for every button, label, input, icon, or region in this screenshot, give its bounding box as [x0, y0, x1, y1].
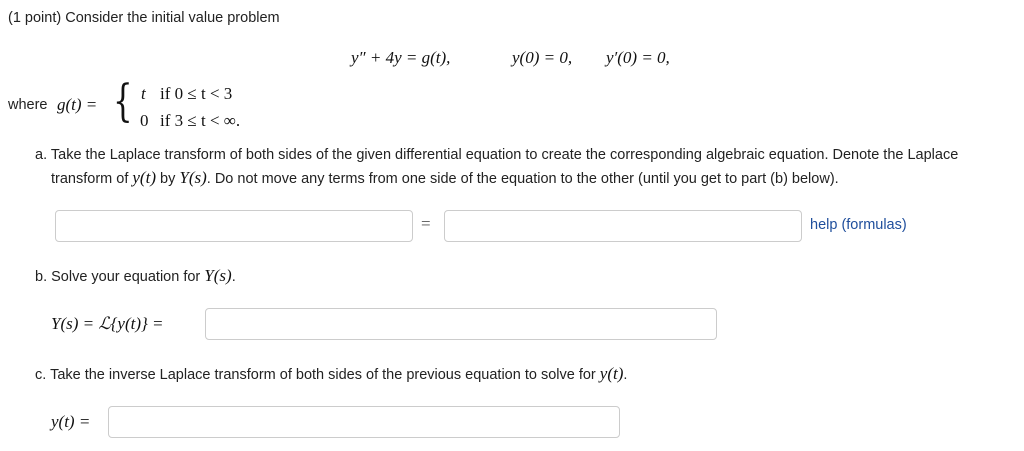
part-c-text: Take the inverse Laplace transform of both sides of the previous equation to solve for	[50, 367, 596, 383]
part-a-equals-sign: =	[421, 214, 431, 233]
part-b-period: .	[231, 269, 236, 285]
case2-condition: if 3 ≤ t < ∞.	[160, 111, 241, 130]
differential-equation: y″ + 4y = g(t),	[351, 48, 451, 67]
part-a-y-of-t: y(t)	[132, 168, 156, 187]
part-c-answer-label: y(t) =	[51, 412, 91, 431]
piecewise-brace: {	[113, 76, 133, 127]
help-formulas-link[interactable]: help (formulas)	[810, 217, 907, 233]
where-label: where	[8, 97, 48, 113]
points-label: (1 point)	[8, 10, 62, 26]
initial-condition-y: y(0) = 0,	[512, 48, 573, 67]
part-a-text-post: . Do not move any terms from one side of the equation to the other (until you get to part (b) below).	[206, 171, 839, 187]
part-c-instruction	[35, 364, 627, 384]
part-a-text-line1: Take the Laplace transform of both sides of the given differential equation to create the corresponding algebraic equation. Denote the Laplace	[50, 147, 959, 163]
part-b-text: Solve your equation for	[51, 269, 201, 285]
part-c-period: .	[623, 367, 628, 383]
part-b-instruction	[35, 266, 236, 286]
part-b-letter: b.	[35, 269, 48, 285]
part-c-input[interactable]	[108, 406, 620, 438]
intro-text: Consider the initial value problem	[65, 10, 280, 26]
case1-value: t	[141, 84, 146, 103]
case1-condition: if 0 ≤ t < 3	[160, 84, 233, 103]
part-a-left-input[interactable]	[55, 210, 413, 242]
case2-value: 0	[140, 111, 149, 130]
problem-header	[8, 10, 280, 26]
part-a-text-pre: transform of	[51, 171, 129, 187]
part-a-instruction-line2	[51, 168, 839, 188]
part-a-right-input[interactable]	[444, 210, 802, 242]
part-a-Y-of-s: Y(s)	[179, 168, 207, 187]
part-c-y-of-t: y(t)	[599, 364, 624, 383]
part-a-letter: a.	[35, 147, 48, 163]
part-a-text-by: by	[160, 171, 176, 187]
part-b-answer-label: Y(s) = ℒ{y(t)} =	[51, 314, 164, 333]
g-lhs: g(t) =	[57, 95, 98, 114]
part-a-instruction-line1	[35, 147, 958, 163]
initial-condition-yprime: y′(0) = 0,	[606, 48, 670, 67]
part-b-input[interactable]	[205, 308, 717, 340]
part-c-letter: c.	[35, 367, 47, 383]
part-b-Y-of-s: Y(s)	[204, 266, 232, 285]
